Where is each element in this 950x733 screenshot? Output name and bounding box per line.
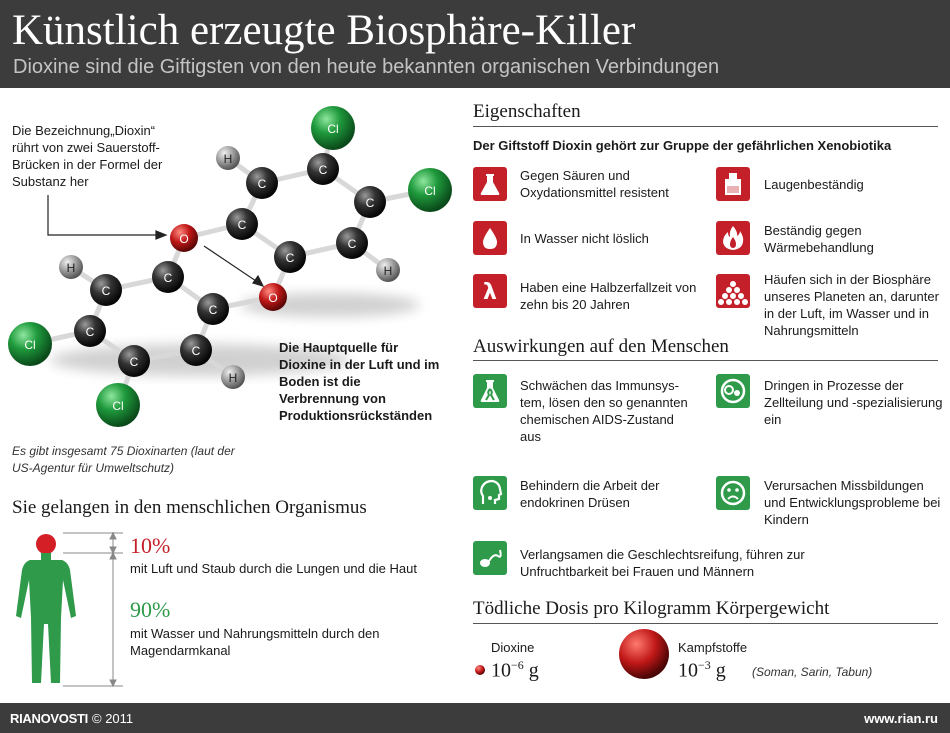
carbon-atom [226, 208, 258, 240]
carbon-atom [246, 167, 278, 199]
hydrogen-atom [221, 365, 245, 389]
svg-text:C: C [365, 196, 375, 210]
svg-text:C: C [347, 237, 357, 251]
effect-text: Schwächen das Immunsystem, lösen den so genannten chemischen AIDS-Zustand aus [520, 378, 688, 444]
agents-dose-unit: g [710, 659, 726, 682]
dioxin-dose-value [491, 658, 539, 683]
oxygen-atom [259, 283, 287, 311]
carbon-atom [152, 261, 184, 293]
percent-air: 10% [130, 533, 171, 558]
svg-text:C: C [257, 177, 267, 191]
chlorine-atom [8, 322, 52, 366]
effect-text: Verursachen Missbildungen und Entwicklungsprobleme bei Kindern [764, 478, 941, 527]
percent-water: 90% [130, 597, 171, 622]
dioxin-dose-label: Dioxine [491, 640, 535, 655]
property-text: Gegen Säuren und Oxydationsmittel resistent [520, 168, 669, 200]
svg-text:Cl: Cl [424, 184, 436, 198]
hydrogen-atom [59, 255, 83, 279]
svg-text:H: H [223, 152, 233, 166]
property-text: Häufen sich in der Biosphäre unseres Planeten an, darunter in der Luft, im Wasser und in Nahrungsmitteln [764, 272, 939, 338]
carbon-atom [74, 315, 106, 347]
effect-text: Behindern die Arbeit der endokrinen Drüsen [520, 478, 660, 510]
hydrogen-atom [376, 258, 400, 282]
carbon-atom [354, 186, 386, 218]
water-path-text: mit Wasser und Nahrungsmitteln durch den Magendarmkanal [130, 626, 380, 658]
agents-dose-ball [617, 627, 671, 681]
svg-text:O: O [179, 232, 189, 246]
dioxin-dose-unit: g [523, 659, 539, 682]
chlorine-atom [408, 168, 452, 212]
organism-section-title: Sie gelangen in den menschlichen Organismus [12, 497, 367, 518]
site-link[interactable]: www.rian.ru [864, 711, 938, 726]
effect-text: Dringen in Prozesse der Zellteilung und -spezialisierung ein [764, 378, 943, 427]
effects-rule [473, 360, 938, 361]
property-text: In Wasser nicht löslich [520, 231, 649, 246]
svg-text:C: C [101, 284, 111, 298]
effect-text: Verlangsamen die Geschlechtsreifung, führen zur Unfruchtbarkeit bei Frauen und Männern [520, 547, 805, 579]
flame-icon [716, 221, 750, 255]
sperm-icon [473, 541, 507, 575]
svg-text:Cl: Cl [327, 122, 339, 136]
dioxin-dose-dot [474, 664, 486, 676]
carbon-atom [90, 274, 122, 306]
header-bar [0, 0, 950, 88]
svg-text:C: C [163, 271, 173, 285]
chlorine-atom [96, 383, 140, 427]
properties-intro: Der Giftstoff Dioxin gehört zur Gruppe der gefährlichen Xenobiotika [473, 138, 892, 153]
carbon-atom [336, 227, 368, 259]
svg-text:O: O [268, 291, 278, 305]
pile-icon [716, 274, 750, 308]
oxygen-atom [170, 224, 198, 252]
properties-rule [473, 126, 938, 127]
effects-section-title: Auswirkungen auf den Menschen [473, 336, 733, 358]
brand-logo: RIANOVOSTI [10, 711, 88, 726]
footer-bar [0, 703, 950, 733]
agents-dose-value [678, 658, 726, 683]
svg-text:C: C [208, 303, 218, 317]
chlorine-atom [311, 106, 355, 150]
svg-text:H: H [66, 261, 76, 275]
cell-icon [716, 374, 750, 408]
hydrogen-atom [216, 146, 240, 170]
flask-icon [473, 167, 507, 201]
svg-text:C: C [237, 218, 247, 232]
main-source-note: Die Hauptquelle für Dioxine in der Luft und im Boden ist die Verbrennung von Produktionsrückständen [279, 340, 440, 423]
air-path-text: mit Luft und Staub durch die Lungen und die Haut [130, 561, 417, 576]
svg-text:C: C [85, 325, 95, 339]
carbon-atom [197, 293, 229, 325]
dioxin-count-note: Es gibt insgesamt 75 Dioxinarten (laut der US-Agentur für Umweltschutz) [12, 444, 235, 475]
svg-text:H: H [228, 371, 238, 385]
dioxin-name-note: Die Bezeichnung„Dioxin“ rührt von zwei Sauerstoff-Brücken in der Formel der Substanz her [12, 123, 163, 189]
svg-text:Cl: Cl [112, 399, 124, 413]
agents-examples: (Soman, Sarin, Tabun) [752, 665, 873, 679]
human-body-figure [8, 528, 128, 693]
aids-ribbon-icon [473, 374, 507, 408]
dose-rule [473, 623, 938, 624]
page-subtitle: Dioxine sind die Giftigsten von den heute bekannten organischen Verbindungen [13, 56, 720, 78]
svg-text:H: H [383, 264, 393, 278]
agents-dose-label: Kampfstoffe [678, 640, 748, 655]
property-text: Beständig gegen Wärmebehandlung [764, 223, 874, 255]
dioxin-dose-base: 10 [491, 659, 511, 682]
beaker-icon [716, 167, 750, 201]
property-text: Haben eine Halbzerfallzeit von zehn bis 20 Jahren [520, 280, 697, 312]
agents-dose-exponent: −3 [698, 658, 711, 672]
lambda-icon [473, 274, 507, 308]
agents-dose-base: 10 [678, 659, 698, 682]
dose-section-title: Tödliche Dosis pro Kilogramm Körpergewicht [473, 598, 830, 619]
svg-text:C: C [129, 355, 139, 369]
head-icon [473, 476, 507, 510]
svg-text:C: C [191, 344, 201, 358]
page-title: Künstlich erzeugte Biosphäre-Killer [12, 7, 636, 54]
drop-icon [473, 221, 507, 255]
property-text: Laugenbeständig [764, 177, 864, 192]
carbon-atom [274, 241, 306, 273]
carbon-atom [307, 153, 339, 185]
svg-text:Cl: Cl [24, 338, 36, 352]
carbon-atom [118, 345, 150, 377]
dioxin-dose-exponent: −6 [511, 658, 524, 672]
properties-section-title: Eigenschaften [473, 101, 581, 122]
svg-text:C: C [285, 251, 295, 265]
svg-text:λ: λ [483, 280, 497, 305]
sad-face-icon [716, 476, 750, 510]
copyright: © 2011 [92, 711, 134, 726]
body-silhouette [16, 534, 76, 683]
carbon-atom [180, 334, 212, 366]
svg-text:C: C [318, 163, 328, 177]
